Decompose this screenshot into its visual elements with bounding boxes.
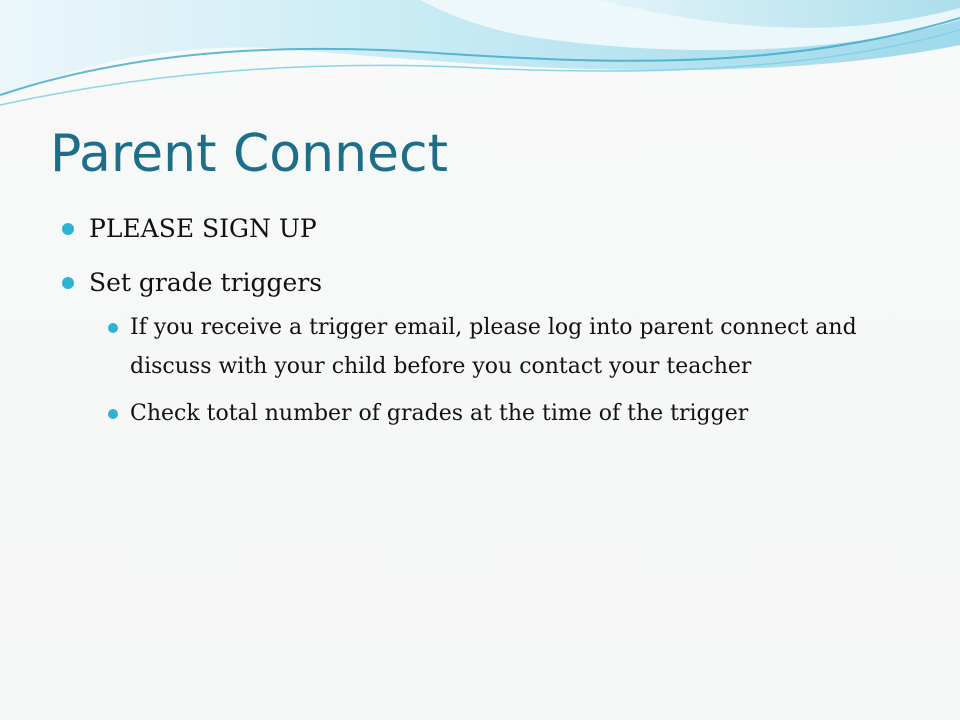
sub-bullet-item — [95, 394, 890, 433]
slide-title: Parent Connect — [50, 124, 448, 184]
bullet-dot-icon — [62, 277, 74, 289]
sub-bullet-text: If you receive a trigger email, please log into parent connect and discuss with your child before you contact your teacher — [130, 315, 857, 379]
sub-bullet-dot-icon — [108, 323, 118, 333]
sub-bullet-dot-icon — [108, 409, 118, 419]
bullet-list — [60, 208, 920, 433]
header-wave-decoration — [0, 0, 960, 120]
sub-bullet-list — [95, 308, 920, 433]
slide-body — [60, 208, 920, 445]
bullet-item — [60, 208, 920, 250]
sub-bullet-text: Check total number of grades at the time of the trigger — [130, 401, 749, 426]
bullet-text: PLEASE SIGN UP — [89, 214, 317, 243]
sub-bullet-item — [95, 308, 890, 386]
bullet-item — [60, 262, 920, 433]
bullet-text: Set grade triggers — [89, 268, 323, 297]
bullet-dot-icon — [62, 223, 74, 235]
